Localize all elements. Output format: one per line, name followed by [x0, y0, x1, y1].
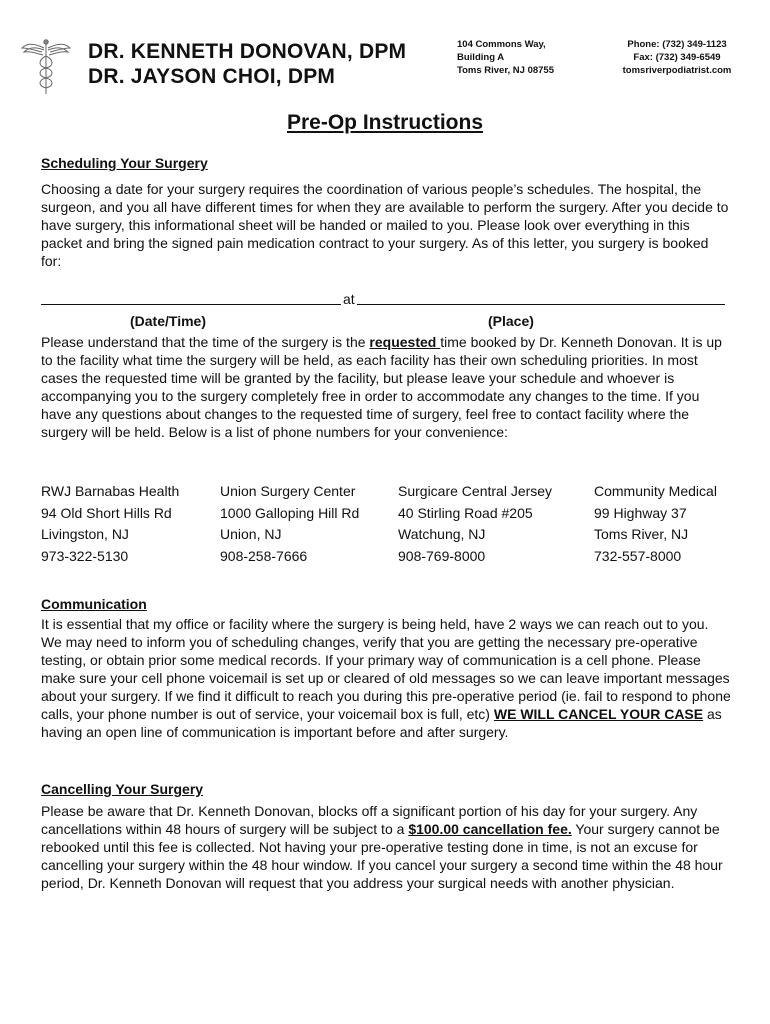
cancellation-fee: $100.00 cancellation fee.	[408, 821, 572, 837]
paragraph-text: It is essential that my office or facility where the surgery is being held, have 2 ways we can reach out to you. We may need to inform you of scheduling changes, verify that you are getting the necessary pre-operative testing, or obtain prior some medical records. If your primary way of communication is a cell phone. Please make sure your cell phone voicemail is set up or cleared of old messages so we can leave important messages about your surgery. If we find it difficult to reach you during this pre-operative period (ie. fail to respond to phone calls, your phone number is out of service, your voicemail box is full, etc)	[41, 616, 731, 722]
address-line: Toms River, NJ 08755	[457, 65, 554, 76]
doctor-name-secondary: DR. JAYSON CHOI, DPM	[88, 65, 336, 88]
doctor-name-primary: DR. KENNETH DONOVAN, DPM	[88, 40, 407, 63]
paragraph-text: time booked by Dr. Kenneth Donovan. It is up to the facility what time the surgery will be held, as each facility has their own scheduling priorities. In most cases the requested time will be granted by the facility, but please leave your schedule and whoever is accompanying you to the surgery completely free in order to accommodate any changes to the time. If you have any questions about changes to the requested time of surgery, feel free to contact facility where the surgery will be held. Below is a list of phone numbers for your convenience:	[41, 334, 722, 440]
facility-city: Toms River, NJ	[594, 526, 689, 542]
paragraph-text: Your surgery cannot be rebooked until this fee is collected. Not having your pre-operative testing done in time, is not an excuse for cancelling your surgery within the 48 hour window. If you cancel your surgery a second time within the 48 hour period, Dr. Kenneth Donovan will request that you address your surgical needs with another physician.	[41, 821, 723, 891]
date-time-blank[interactable]	[41, 290, 341, 305]
facility-name: RWJ Barnabas Health	[41, 483, 180, 499]
facility-name: Community Medical	[594, 483, 717, 499]
facility-name: Union Surgery Center	[220, 483, 356, 499]
paragraph-text: Please be aware that Dr. Kenneth Donovan, blocks off a significant portion of his day for your surgery. Any cancellations within 48 hours of surgery will be subject to a	[41, 803, 698, 837]
address-line: 104 Commons Way,	[457, 39, 546, 50]
cancelling-paragraph	[41, 802, 731, 892]
requested-time-paragraph	[41, 333, 731, 441]
paragraph-text: as having an open line of communication is important before and after surgery.	[41, 706, 722, 740]
facility-phone: 973-322-5130	[41, 547, 129, 564]
office-address	[457, 38, 554, 77]
section-heading-scheduling: Scheduling Your Surgery	[41, 155, 208, 171]
phone-number: Phone: (732) 349-1123	[627, 39, 727, 50]
section-heading-communication: Communication	[41, 596, 147, 612]
page-title: Pre-Op Instructions	[286, 111, 484, 134]
date-time-label: (Date/Time)	[130, 313, 206, 329]
facility-street: 1000 Galloping Hill Rd	[220, 504, 360, 521]
facility-street: 94 Old Short Hills Rd	[41, 504, 172, 521]
address-line: Building A	[457, 52, 505, 63]
facility-city: Watchung, NJ	[398, 526, 486, 542]
place-blank[interactable]	[357, 290, 725, 305]
facility-rwj	[41, 481, 179, 567]
caduceus-icon	[20, 38, 72, 96]
website: tomsriverpodiatrist.com	[622, 65, 732, 76]
scheduling-paragraph: Choosing a date for your surgery requires the coordination of various people’s schedules. The hospital, the surgeon, and you all have different times for when they are available to perform the surgery. After you decide to have surgery, this informational sheet will be handed or mailed to you. Please look over everything in this packet and bring the signed pain medication contract to your surgery. As of this letter, you surgery is booked for:	[41, 181, 729, 269]
fax-number: Fax: (732) 349-6549	[633, 52, 721, 63]
communication-paragraph	[41, 615, 731, 741]
facility-street: 99 Highway 37	[594, 504, 687, 521]
facility-street: 40 Stirling Road #205	[398, 504, 533, 521]
at-label: at	[343, 291, 355, 307]
facility-surgicare	[398, 481, 552, 567]
cancel-warning: WE WILL CANCEL YOUR CASE	[493, 706, 704, 722]
place-label: (Place)	[488, 313, 534, 329]
facility-city: Livingston, NJ	[41, 526, 129, 542]
facility-city: Union, NJ	[220, 526, 282, 542]
section-heading-cancelling: Cancelling Your Surgery	[41, 781, 204, 797]
office-contact	[600, 38, 754, 77]
paragraph-text: Please understand that the time of the surgery is the	[41, 334, 370, 350]
facility-phone: 732-557-8000	[594, 547, 682, 564]
facility-phone: 908-258-7666	[220, 547, 308, 564]
facility-community	[594, 481, 717, 567]
facility-phone: 908-769-8000	[398, 547, 486, 564]
facility-union	[220, 481, 359, 567]
facility-name: Surgicare Central Jersey	[398, 483, 553, 499]
requested-emphasis: requested	[369, 334, 441, 350]
